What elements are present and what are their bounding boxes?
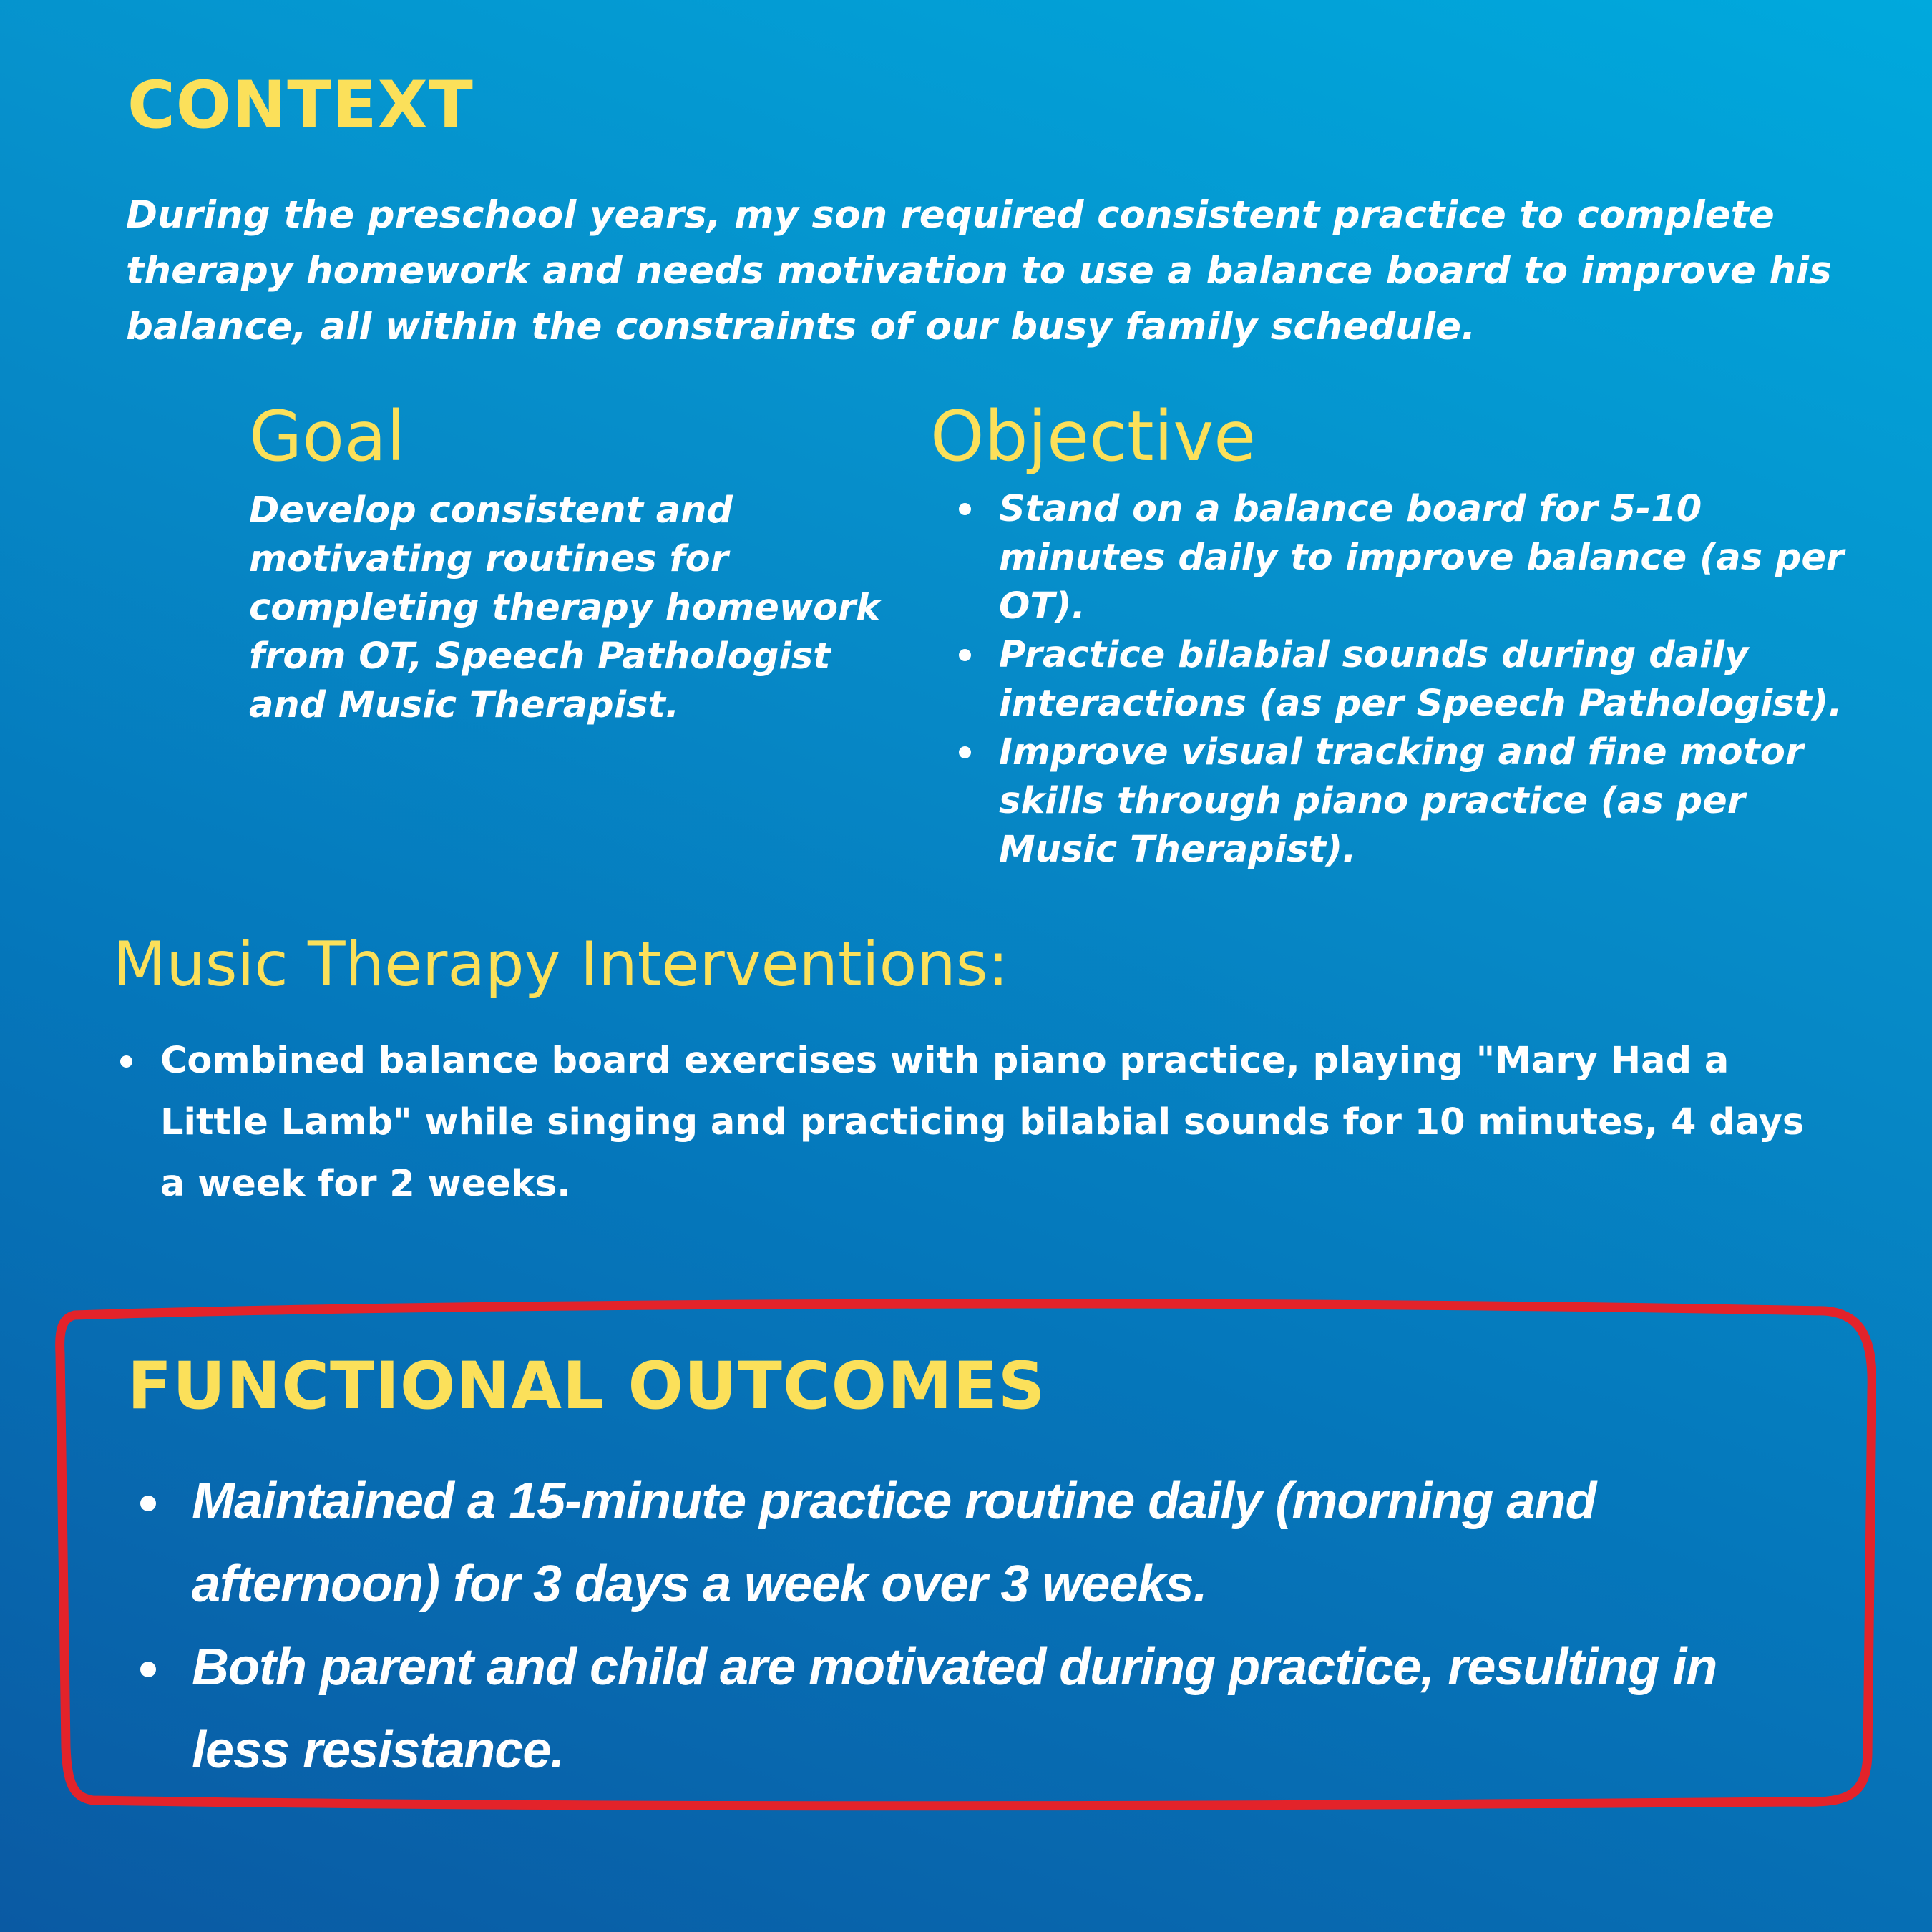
goal-paragraph: Develop consistent and motivating routines for completing therapy homework from OT, Speech Pathologist and Music Therapist. [249,489,881,726]
outcomes-heading: FUNCTIONAL OUTCOMES [127,1349,1046,1424]
objective-heading: Objective [930,396,1257,477]
outcome-item-motivation: Both parent and child are motivated during practice, resulting in less resistance. [133,1626,1793,1792]
music-therapy-item: Combined balance board exercises with piano practice, playing "Mary Had a Little Lamb" while singing and practicing bilabial sounds for 10 minutes, 4 days a week for 2 weeks. [117,1030,1820,1215]
objective-item-bilabial-sounds: Practice bilabial sounds during daily interactions (as per Speech Pathologist). [930,631,1853,728]
music-therapy-list [117,1030,1820,1215]
music-therapy-heading: Music Therapy Interventions: [113,929,1009,1000]
objective-item-piano-practice: Improve visual tracking and fine motor skills through piano practice (as per Music Therapist). [930,728,1853,874]
context-heading: CONTEXT [127,68,474,143]
outcomes-list [133,1460,1793,1792]
context-paragraph: During the preschool years, my son required consistent practice to complete therapy homework and needs motivation to use a balance board to improve his balance, all within the constraints of our busy family schedule. [126,193,1832,348]
objective-item-balance-board: Stand on a balance board for 5-10 minutes daily to improve balance (as per OT). [930,485,1853,631]
goal-heading: Goal [249,396,406,477]
objective-list [930,485,1853,874]
outcome-item-practice-routine: Maintained a 15-minute practice routine daily (morning and afternoon) for 3 days a week over 3 weeks. [133,1460,1793,1626]
